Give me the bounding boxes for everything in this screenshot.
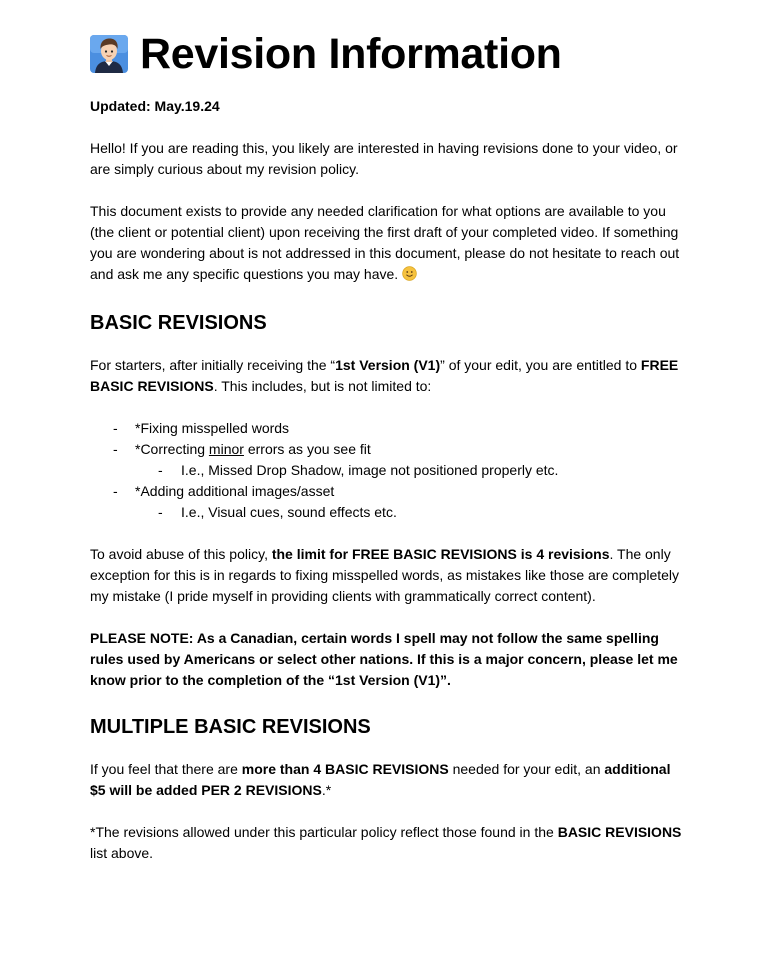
basic-revisions-intro bbox=[90, 355, 682, 397]
policy-footnote bbox=[90, 822, 682, 864]
list-subitem bbox=[90, 502, 682, 523]
revision-limit-label: the limit for FREE BASIC REVISIONS is 4 revisions bbox=[271, 546, 610, 562]
text-run: If you feel that there are bbox=[90, 761, 242, 777]
intro-paragraph-1: Hello! If you are reading this, you likely are interested in having revisions done to your video, or are simply curious about my revision policy. bbox=[90, 140, 678, 177]
basic-revisions-sublist bbox=[90, 502, 682, 523]
basic-revisions-sublist bbox=[90, 460, 682, 481]
list-item-text: *Adding additional images/asset bbox=[135, 483, 335, 499]
additional-fee-label: additional $5 will be added PER 2 REVISIONS bbox=[90, 761, 671, 798]
text-run: .* bbox=[321, 782, 332, 798]
page-title: Revision Information bbox=[140, 30, 562, 78]
smile-icon bbox=[402, 266, 417, 281]
text-run: ” of your edit, you are entitled to bbox=[440, 357, 641, 373]
text-run: For starters, after initially receiving the “ bbox=[90, 357, 336, 373]
list-subitem-text: I.e., Missed Drop Shadow, image not positioned properly etc. bbox=[181, 462, 559, 478]
basic-revisions-heading: BASIC REVISIONS bbox=[90, 312, 267, 334]
spelling-note bbox=[90, 628, 682, 691]
dash-bullet: - bbox=[113, 483, 118, 499]
text-run: needed for your edit, an bbox=[448, 761, 605, 777]
text-run: . This includes, but is not limited to: bbox=[213, 378, 432, 394]
free-basic-revisions-label: FREE BASIC REVISIONS bbox=[90, 357, 679, 394]
document-content bbox=[90, 26, 682, 864]
dash-bullet: - bbox=[158, 462, 163, 478]
title-row bbox=[90, 26, 682, 82]
dash-bullet: - bbox=[113, 441, 118, 457]
first-version-label: 1st Version (V1) bbox=[335, 357, 441, 373]
list-item bbox=[90, 439, 682, 460]
dash-bullet: - bbox=[113, 420, 118, 436]
list-item-text: errors as you see fit bbox=[243, 441, 371, 457]
basic-revisions-list bbox=[90, 418, 682, 460]
list-item bbox=[90, 418, 682, 439]
list-subitem bbox=[90, 460, 682, 481]
underlined-word: minor bbox=[208, 441, 244, 457]
basic-revisions-reference: BASIC REVISIONS bbox=[557, 824, 682, 840]
intro-paragraph-2-text: This document exists to provide any needed clarification for what options are available to you (the client or potential client) upon receiving the first draft of your completed video. If something you are wondering about is not addressed in this document, please do not hesitate to reach out and ask me any specific questions you may have. bbox=[90, 203, 680, 282]
multiple-basic-revisions-heading: MULTIPLE BASIC REVISIONS bbox=[90, 716, 371, 738]
more-than-four-label: more than 4 BASIC REVISIONS bbox=[241, 761, 449, 777]
text-run: . The only exception for this is in regards to fixing misspelled words, as mistakes like those are completely my mistake (I pride myself in providing clients with grammatically correct content). bbox=[90, 546, 680, 604]
spelling-note-text: PLEASE NOTE: As a Canadian, certain words I spell may not follow the same spelling rules used by Americans or select other nations. If this is a major concern, please let me know prior to the completion of the “1st Version (V1)”. bbox=[90, 630, 678, 688]
intro-paragraph-2 bbox=[90, 201, 682, 285]
list-item-text: *Correcting bbox=[135, 441, 209, 457]
text-run: list above. bbox=[90, 845, 154, 861]
avatar-icon bbox=[90, 35, 128, 73]
multiple-revisions-paragraph bbox=[90, 759, 682, 801]
list-item-text: *Fixing misspelled words bbox=[135, 420, 290, 436]
basic-revisions-list bbox=[90, 481, 682, 502]
updated-date: Updated: May.19.24 bbox=[90, 98, 220, 114]
text-run: *The revisions allowed under this particular policy reflect those found in the bbox=[90, 824, 558, 840]
dash-bullet: - bbox=[158, 504, 163, 520]
text-run: To avoid abuse of this policy, bbox=[90, 546, 272, 562]
list-item bbox=[90, 481, 682, 502]
revision-limit-paragraph bbox=[90, 544, 682, 607]
list-subitem-text: I.e., Visual cues, sound effects etc. bbox=[181, 504, 397, 520]
